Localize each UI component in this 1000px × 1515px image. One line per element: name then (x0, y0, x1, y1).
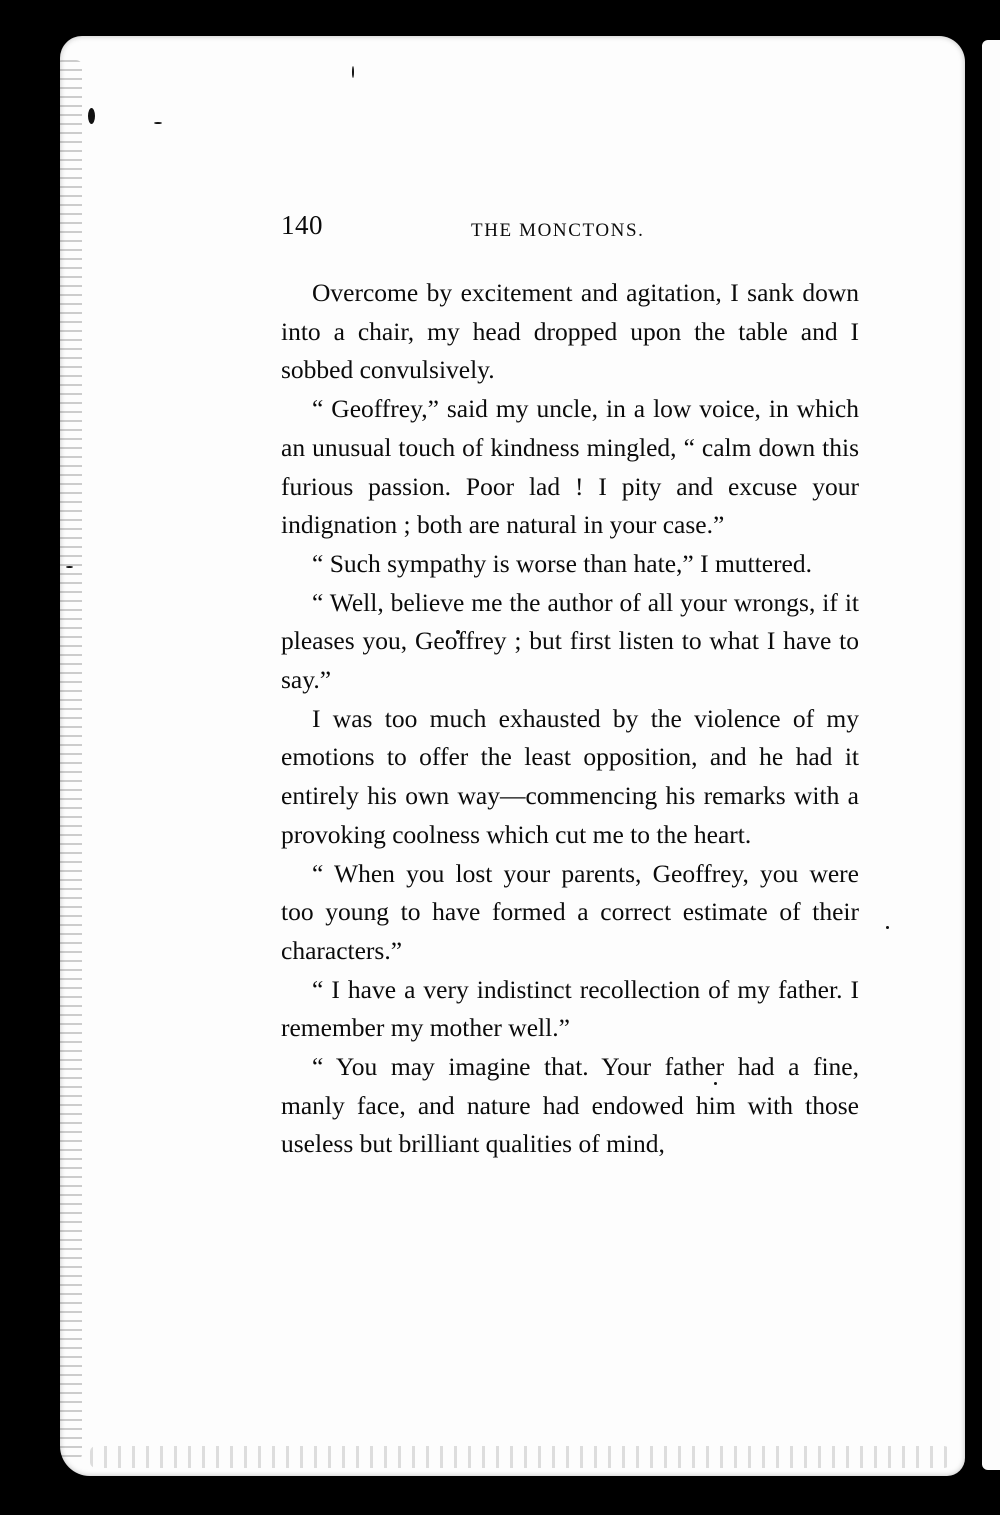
ink-speck (886, 926, 889, 929)
page-header (281, 210, 861, 250)
paragraph: Overcome by excitement and agitation, I sank down into a chair, my head dropped upon the table and I sobbed convulsively. (281, 278, 859, 385)
paragraph: “ Such sympathy is worse than hate,” I muttered. (312, 548, 812, 578)
ink-speck (154, 122, 162, 124)
left-edge-scan-noise (56, 60, 82, 1460)
paragraph: “ Well, believe me the author of all your wrongs, if it pleases you, Geoffrey ; but first listen to what I have to say.” (281, 587, 859, 695)
ink-speck (352, 66, 354, 78)
paragraph: “ Geoffrey,” said my uncle, in a low voice, in which an unusual touch of kindness mingled, “ calm down this furious passion. Poor lad ! I pity and excuse your indignation ; both are natural in your case.” (281, 394, 859, 540)
bottom-edge-scan-noise (90, 1446, 950, 1468)
paragraph: “ When you lost your parents, Geoffrey, you were too young to have formed a correct estimate of their characters.” (281, 858, 859, 965)
ink-speck (88, 108, 95, 124)
ink-speck (66, 566, 73, 568)
adjacent-page-edge (982, 40, 1000, 1470)
page-number: 140 (281, 210, 323, 240)
body-text (281, 274, 859, 1164)
running-title: THE MONCTONS. (471, 220, 645, 241)
paragraph: “ I have a very indistinct recollection of my father. I remember my mother well.” (281, 974, 859, 1043)
paragraph: I was too much exhausted by the violence of my emotions to offer the least opposition, and he had it entirely his own way—commencing his remarks with a provoking coolness which cut me to the heart. (281, 703, 859, 849)
paragraph: “ You may imagine that. Your father had a fine, manly face, and nature had endowed him with those useless but brilliant qualities of mind, (281, 1052, 859, 1159)
